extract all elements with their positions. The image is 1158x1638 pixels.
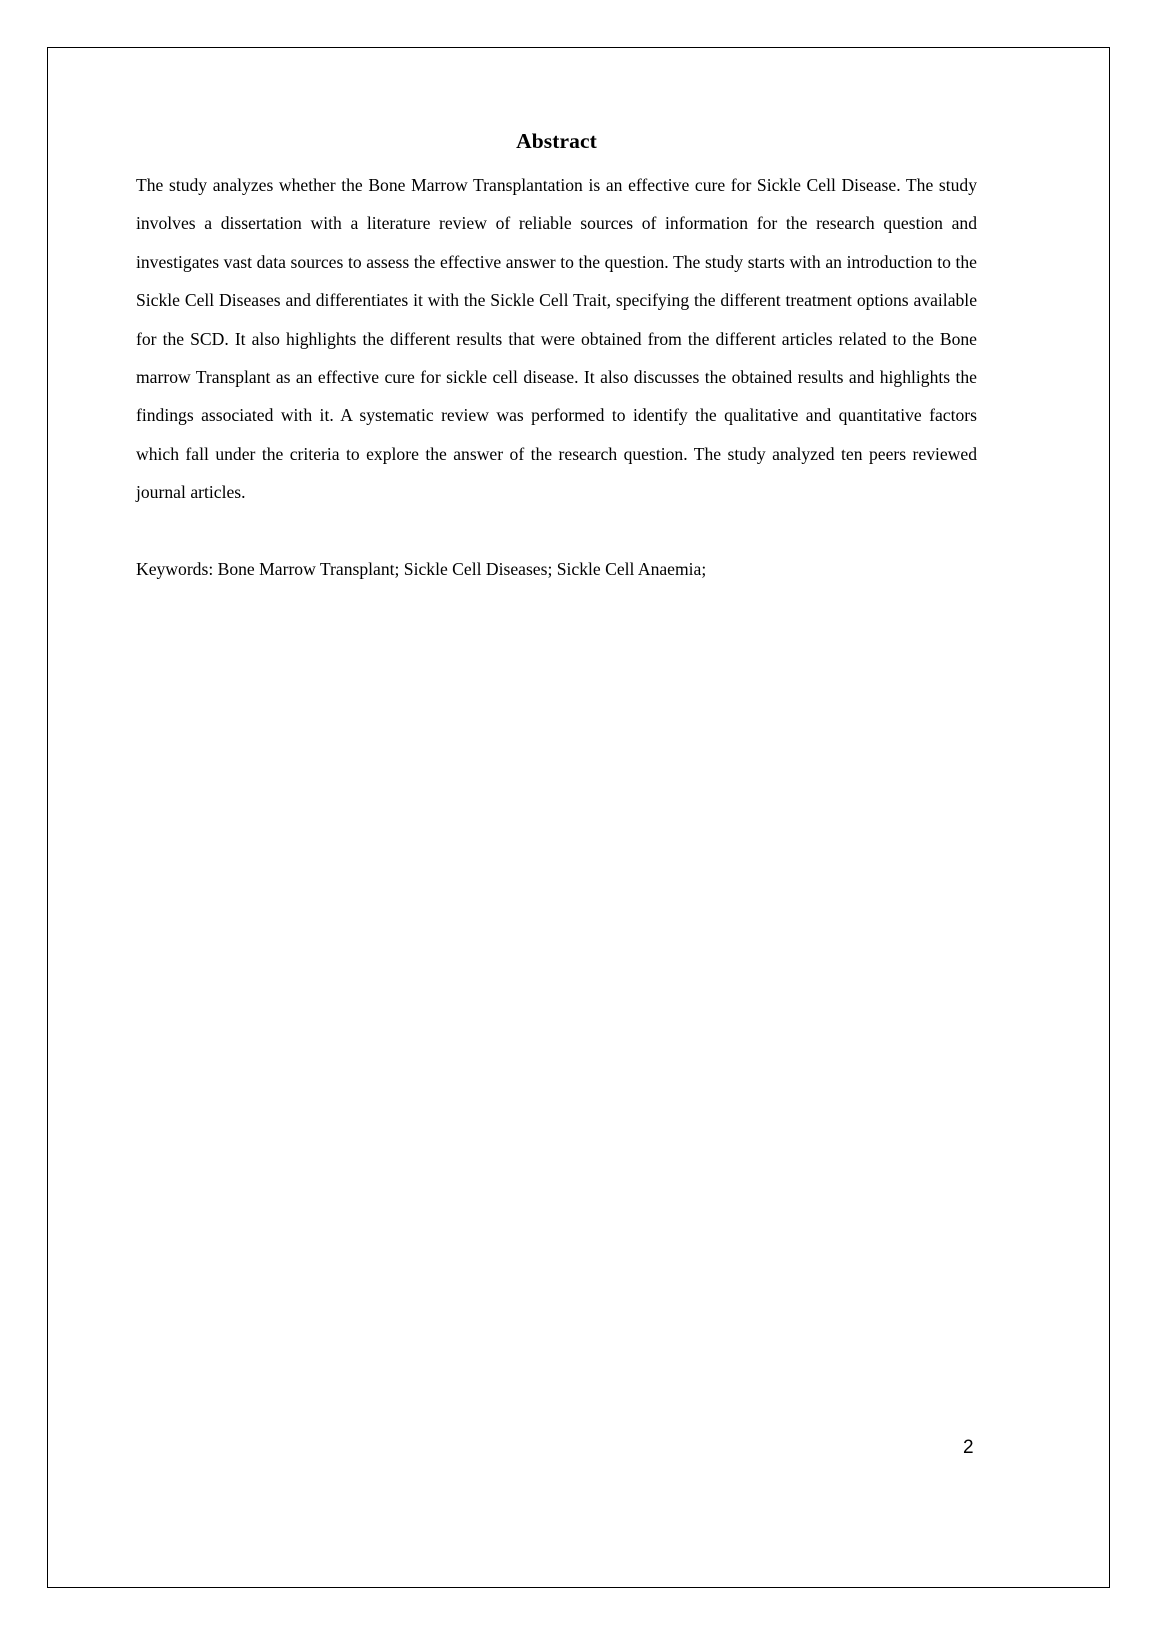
document-content (136, 126, 977, 588)
keywords-line: Keywords: Bone Marrow Transplant; Sickle Cell Diseases; Sickle Cell Anaemia; (136, 558, 707, 579)
paragraph-spacer (136, 512, 977, 550)
page-title: Abstract (516, 129, 597, 153)
page-border-frame (47, 47, 1110, 1588)
page-number: 2 (963, 1437, 974, 1458)
abstract-body-paragraph: The study analyzes whether the Bone Marrow Transplantation is an effective cure for Sickle Cell Disease. The study involves a dissertation with a literature review of reliable sources of information for the research question and investigates vast data sources to assess the effective answer to the question. The study starts with an introduction to the Sickle Cell Diseases and differentiates it with the Sickle Cell Trait, specifying the different treatment options available for the SCD. It also highlights the different results that were obtained from the different articles related to the Bone marrow Transplant as an effective cure for sickle cell disease. It also discusses the obtained results and highlights the findings associated with it. A systematic review was performed to identify the qualitative and quantitative factors which fall under the criteria to explore the answer of the research question. The study analyzed ten peers reviewed journal articles. (136, 175, 977, 503)
